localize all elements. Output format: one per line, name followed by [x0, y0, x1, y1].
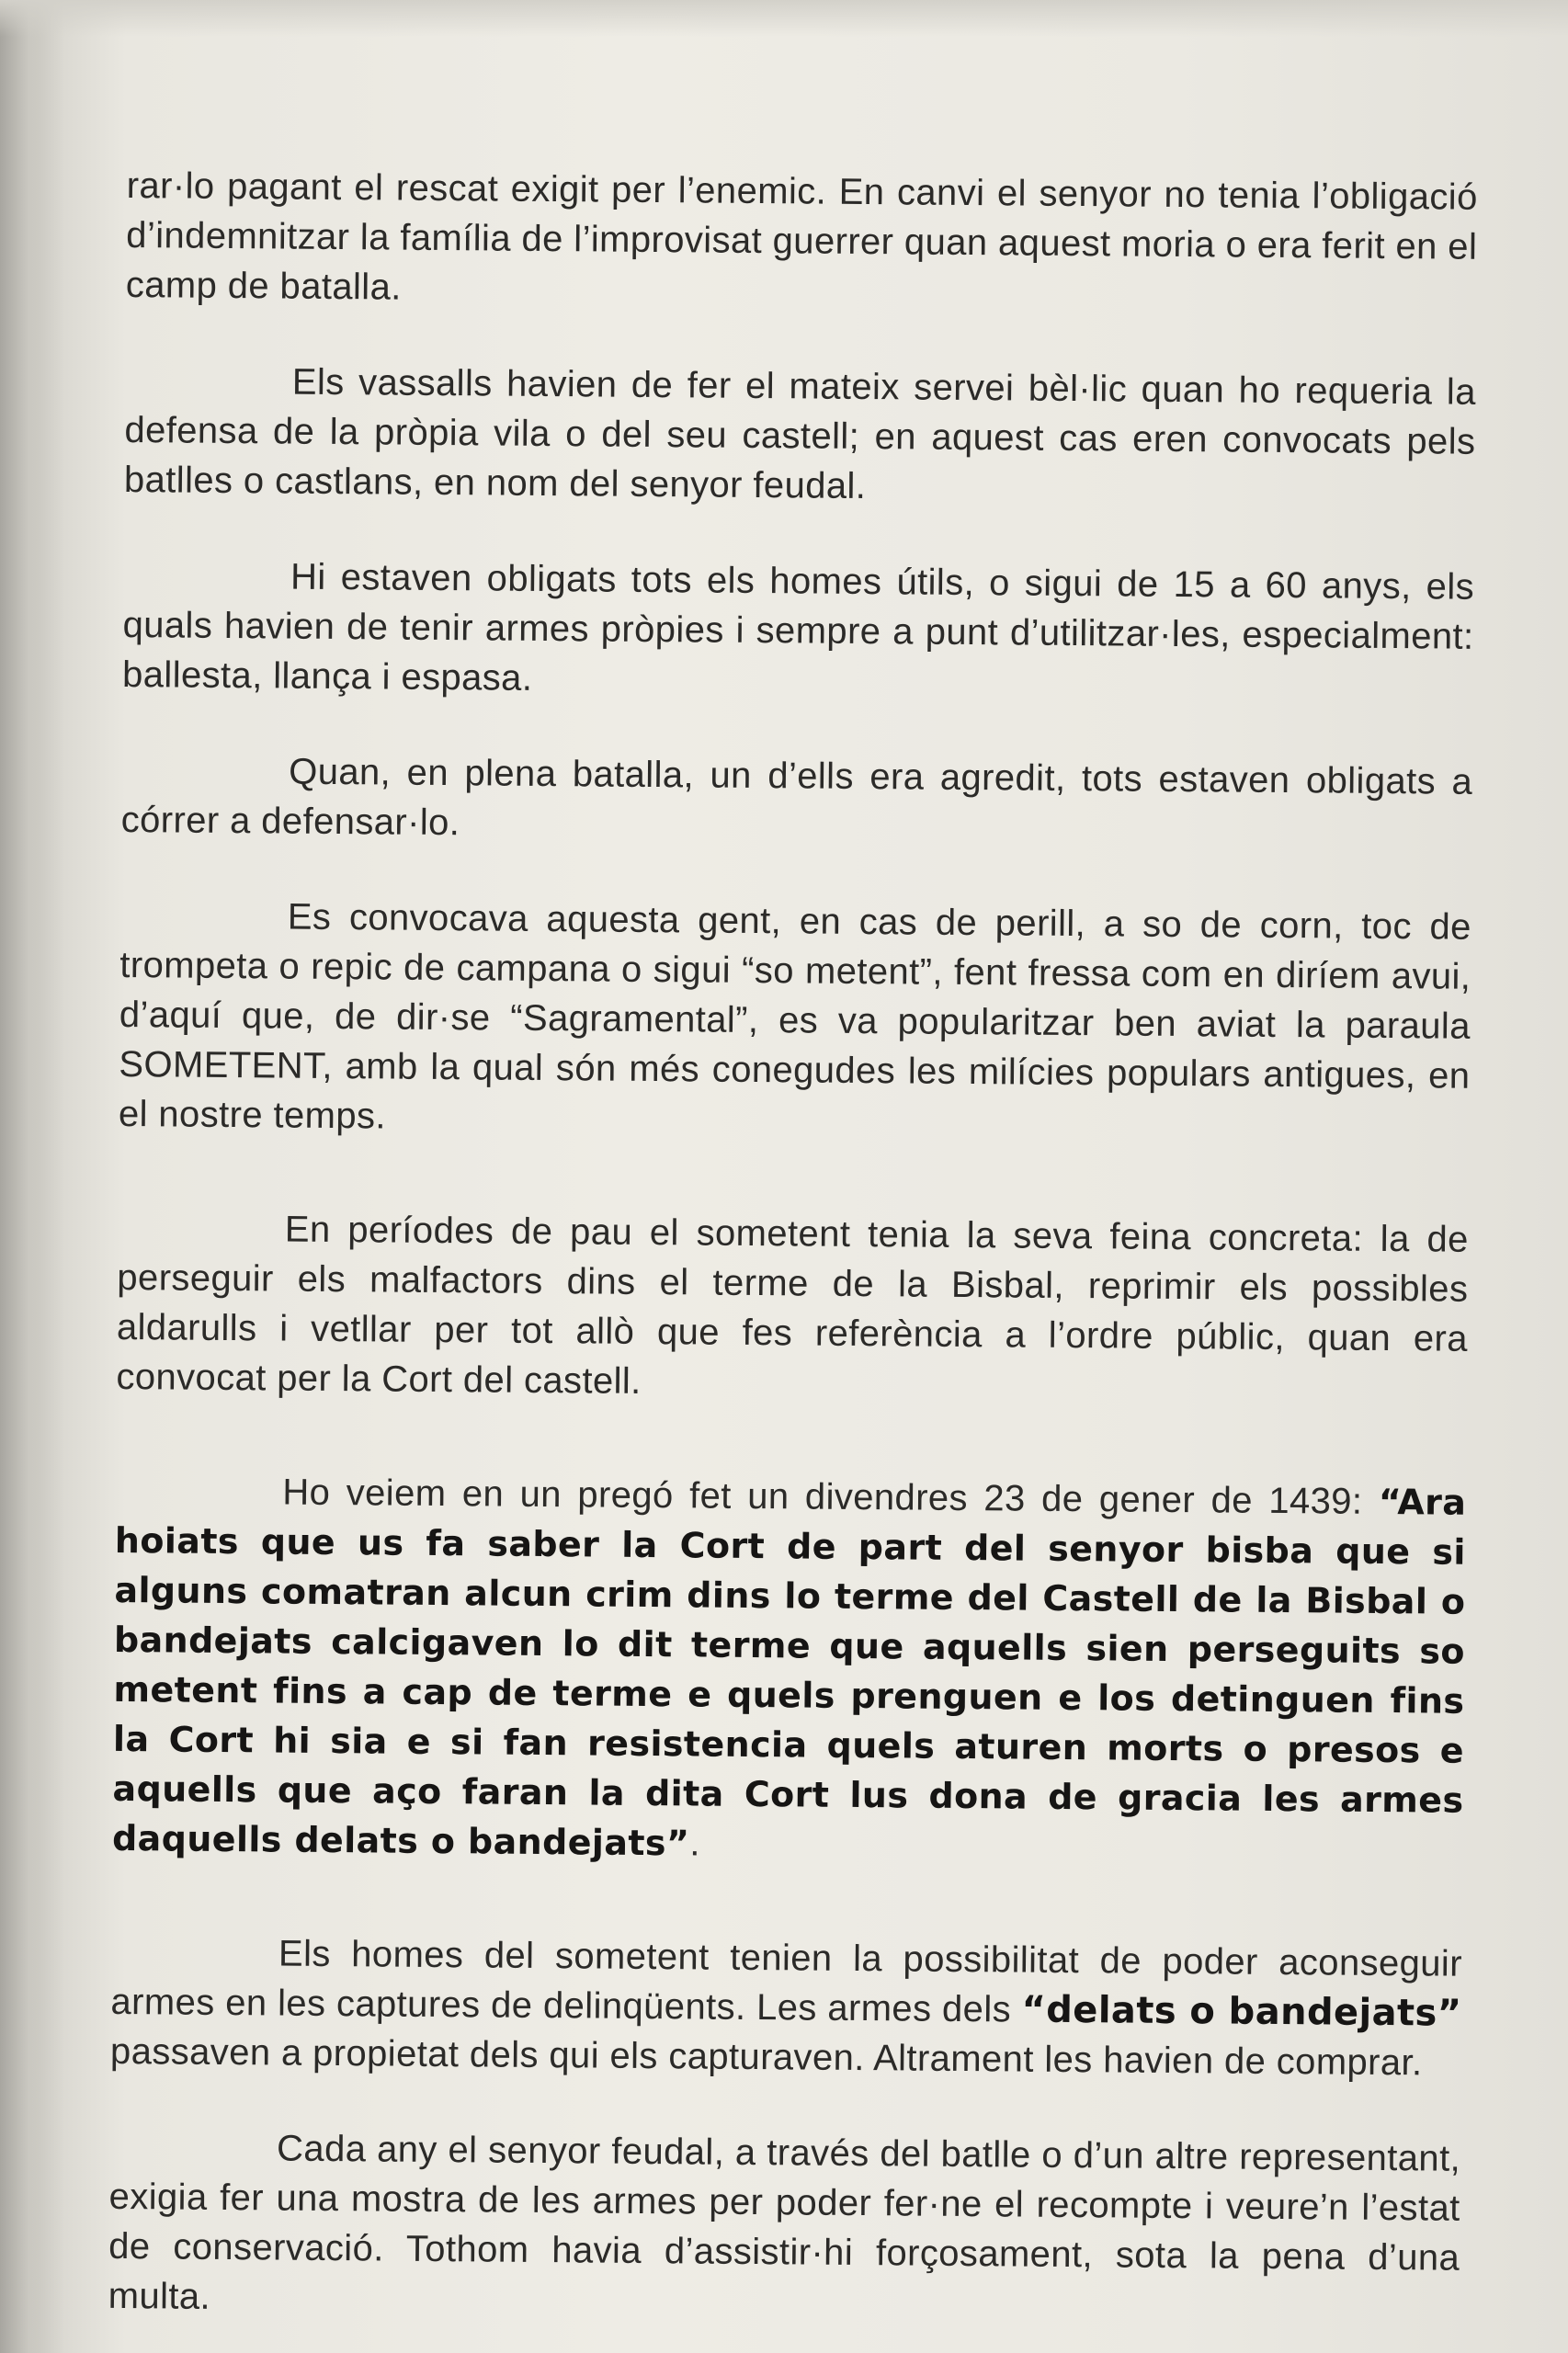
proclamation-tail: . [689, 1823, 701, 1864]
paragraph-weapons-capture [110, 1927, 1462, 2088]
paragraph-peace-duties: En períodes de pau el sometent tenia la seva feina concreta: la de perseguir els malfactors dins el terme de la Bisbal, reprimir els possibles aldarulls i vetllar per tot allò que fes referència a l’ordre públic, quan era convocat per la Cort del castell. [116, 1209, 1470, 1402]
paragraph-battle-defense: Quan, en plena batalla, un d’ells era agredit, tots estaven obligats a córrer a defensar·lo. [120, 751, 1473, 844]
weapons-bold-phrase: “delats o bandejats” [1021, 1988, 1462, 2035]
page-top-edge [0, 0, 1568, 37]
paragraph-vassals: Els vassalls havien de fer el mateix servei bèl·lic quan ho requeria la defensa de la pròpia vila o del seu castell; en aquest cas eren convocats pels batlles o castlans, en nom del senyor feudal. [123, 361, 1477, 507]
page-text [108, 161, 1478, 2353]
paragraph-ransom: rar·lo pagant el rescat exigit per l’enemic. En canvi el senyor no tenia l’obligació d’indemnitzar la família de l’improvisat guerrer quan aquest moria o era ferit en el camp de batalla. [125, 165, 1478, 308]
weapons-text-before: Els homes del sometent tenien la possibilitat de poder aconseguir armes en les captures de delinqüents. Les armes dels [110, 1933, 1463, 2030]
weapons-text-after: passaven a propietat dels qui els capturaven. Altrament les havien de comprar. [109, 2030, 1423, 2084]
proclamation-quote: “Ara hoiats que us fa saber la Cort de part del senyor bisba que si alguns comatran alcun crim dins lo terme del Castell de la Bisbal o bandejats calcigaven lo dit terme que aquells sien perseguits so metent fins a cap de terme e quels prenguen e los detinguen fins la Cort hi sia e si fan resistencia quels aturen morts o presos e aquells que aço faran la dita Cort lus dona de gracia les armes daquells delats o bandejats” [111, 1481, 1467, 1864]
paragraph-sometent-origin: Es convocava aquesta gent, en cas de perill, a so de corn, toc de trompeta o repic de campana o sigui “so metent”, fent fressa com en diríem avui, d’aquí que, de dir·se “Sagramental”, es va popularitzar ben aviat la paraula SOMETENT, amb la qual són més conegudes les milícies populars antigues, en el nostre temps. [118, 896, 1471, 1137]
page-gutter-shadow [0, 0, 64, 2353]
paragraph-annual-review: Cada any el senyor feudal, a través del batlle o d’un altre representant, exigia fer una mostra de les armes per poder fer·ne el recompte i veure’n l’estat de conservació. Tothom havia d’assistir·hi forçosament, sota la pena d’una multa. [108, 2128, 1461, 2317]
proclamation-intro: Ho veiem en un pregó fet un divendres 23 de gener de 1439: [282, 1472, 1363, 1522]
paragraph-obligated-men: Hi estaven obligats tots els homes útils, o sigui de 15 a 60 anys, els quals havien de tenir armes pròpies i sempre a punt d’utilitzar·les, especialment: ballesta, llança i espasa. [121, 556, 1475, 699]
paragraph-proclamation [112, 1466, 1467, 1875]
